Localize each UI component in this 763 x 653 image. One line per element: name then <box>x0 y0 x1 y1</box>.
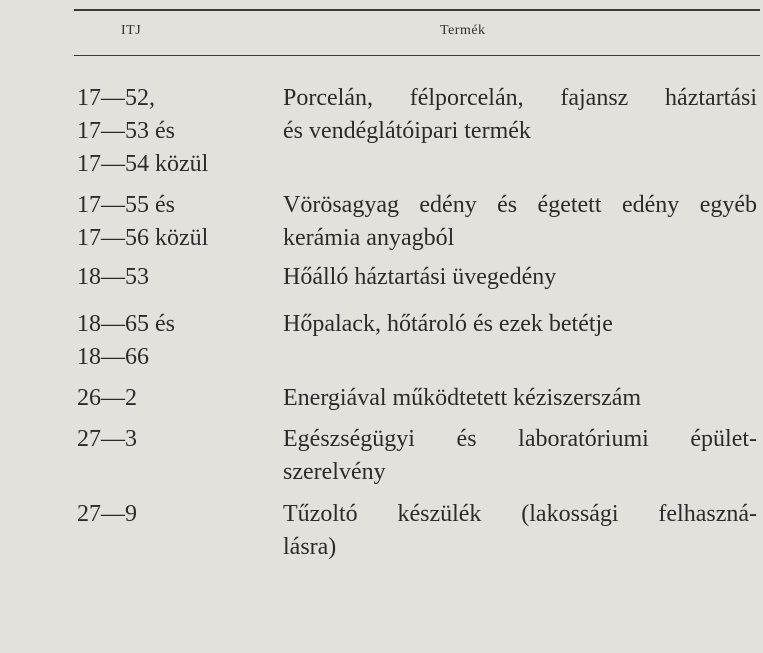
product-cell <box>283 382 757 415</box>
product-text: és vendéglátóipari termék <box>283 118 531 144</box>
product-text: kerámia anyagból <box>283 225 455 251</box>
itj-code: 17—53 és <box>77 118 175 144</box>
itj-code: 17—56 közül <box>77 225 209 251</box>
itj-code: 17—52, <box>77 85 155 111</box>
itj-code: 27—9 <box>77 501 137 527</box>
itj-code: 18—66 <box>77 344 149 370</box>
product-text: Hőálló háztartási üvegedény <box>283 264 557 290</box>
product-text: Porcelán, félporcelán, fajansz háztartási <box>283 85 757 111</box>
product-cell <box>283 261 757 294</box>
product-text: Energiával működtetett kéziszerszám <box>283 385 642 411</box>
itj-code-cell <box>77 498 267 531</box>
itj-code-cell <box>77 423 267 456</box>
product-text: Egészségügyi és laboratóriumi épület- <box>283 426 757 452</box>
itj-code-cell <box>77 189 267 255</box>
product-cell <box>283 423 757 489</box>
itj-code-cell <box>77 82 267 181</box>
product-cell <box>283 82 757 148</box>
product-cell <box>283 308 757 341</box>
product-text: lásra) <box>283 534 337 560</box>
table-header-rule <box>74 55 760 56</box>
header-termek: Termék <box>440 23 486 38</box>
product-cell <box>283 189 757 255</box>
product-text: Tűzoltó készülék (lakossági felhaszná- <box>283 501 757 527</box>
product-cell <box>283 498 757 564</box>
itj-code-cell <box>77 261 267 294</box>
product-text: szerelvény <box>283 459 386 485</box>
itj-code: 17—54 közül <box>77 151 209 177</box>
header-itj: ITJ <box>121 23 142 38</box>
product-text: Hőpalack, hőtároló és ezek betétje <box>283 311 613 337</box>
itj-code: 17—55 és <box>77 192 175 218</box>
itj-code: 18—65 és <box>77 311 175 337</box>
itj-code-cell <box>77 382 267 415</box>
itj-code-cell <box>77 308 267 374</box>
table-top-rule <box>74 9 760 11</box>
itj-code: 26—2 <box>77 385 137 411</box>
itj-code: 27—3 <box>77 426 137 452</box>
product-text: Vörösagyag edény és égetett edény egyéb <box>283 192 757 218</box>
itj-code: 18—53 <box>77 264 149 290</box>
